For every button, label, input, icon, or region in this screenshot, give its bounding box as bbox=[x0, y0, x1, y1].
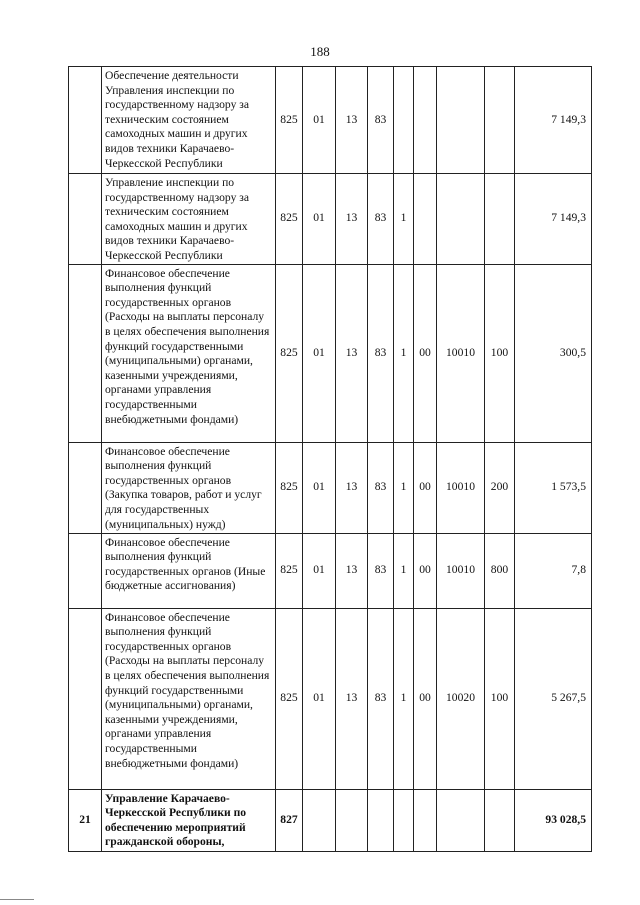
target-article-code-2 bbox=[394, 789, 414, 851]
target-article-code-4 bbox=[437, 174, 485, 265]
table-row bbox=[69, 264, 592, 442]
row-number bbox=[69, 264, 102, 442]
table-row bbox=[69, 442, 592, 533]
table-row bbox=[69, 533, 592, 608]
budget-table bbox=[68, 66, 592, 852]
target-article-code-1: 83 bbox=[368, 174, 394, 265]
target-article-code-1: 83 bbox=[368, 264, 394, 442]
table-row bbox=[69, 67, 592, 174]
amount: 93 028,5 bbox=[515, 789, 592, 851]
expense-type-code: 100 bbox=[485, 608, 515, 789]
target-article-code-1: 83 bbox=[368, 608, 394, 789]
section-code bbox=[303, 789, 336, 851]
amount: 7 149,3 bbox=[515, 174, 592, 265]
table-body bbox=[69, 67, 592, 852]
section-code: 01 bbox=[303, 174, 336, 265]
subsection-code: 13 bbox=[336, 264, 368, 442]
target-article-code-4 bbox=[437, 789, 485, 851]
expense-name: Управление инспекции по государственному надзору за техническим состоянием самоходных машин и других видов техники Карачаево-Черкесской Республики bbox=[102, 174, 276, 265]
expense-type-code: 200 bbox=[485, 442, 515, 533]
target-article-code-4: 10010 bbox=[437, 533, 485, 608]
target-article-code-4: 10010 bbox=[437, 264, 485, 442]
target-article-code-3: 00 bbox=[414, 533, 437, 608]
target-article-code-3: 00 bbox=[414, 608, 437, 789]
expense-type-code bbox=[485, 174, 515, 265]
target-article-code-1: 83 bbox=[368, 442, 394, 533]
table-row bbox=[69, 174, 592, 265]
expense-type-code: 100 bbox=[485, 264, 515, 442]
expense-name: Финансовое обеспечение выполнения функций государственных органов (Расходы на выплаты персоналу в целях обеспечения выполнения функций государственными (муниципальными) органами, казенными учреждениями, органами управления государственными внебюджетными фондами) bbox=[102, 264, 276, 442]
ministry-code: 825 bbox=[276, 174, 303, 265]
amount: 7 149,3 bbox=[515, 67, 592, 174]
expense-type-code bbox=[485, 789, 515, 851]
ministry-code: 825 bbox=[276, 67, 303, 174]
target-article-code-4 bbox=[437, 67, 485, 174]
expense-name: Финансовое обеспечение выполнения функций государственных органов (Расходы на выплаты персоналу в целях обеспечения выполнения функций государственными (муниципальными) органами, казенными учреждениями, органами управления государственными внебюджетными фондами) bbox=[102, 608, 276, 789]
target-article-code-3: 00 bbox=[414, 264, 437, 442]
subsection-code: 13 bbox=[336, 442, 368, 533]
target-article-code-3 bbox=[414, 174, 437, 265]
row-number: 21 bbox=[69, 789, 102, 851]
target-article-code-1: 83 bbox=[368, 67, 394, 174]
target-article-code-2: 1 bbox=[394, 608, 414, 789]
target-article-code-2: 1 bbox=[394, 174, 414, 265]
ministry-code: 825 bbox=[276, 442, 303, 533]
table-row bbox=[69, 789, 592, 851]
target-article-code-2: 1 bbox=[394, 442, 414, 533]
expense-name: Финансовое обеспечение выполнения функций государственных органов (Закупка товаров, работ и услуг для государственных (муниципальных) нужд) bbox=[102, 442, 276, 533]
subsection-code bbox=[336, 789, 368, 851]
ministry-code: 825 bbox=[276, 608, 303, 789]
ministry-code: 825 bbox=[276, 264, 303, 442]
section-code: 01 bbox=[303, 264, 336, 442]
subsection-code: 13 bbox=[336, 608, 368, 789]
target-article-code-3 bbox=[414, 67, 437, 174]
scan-artifact bbox=[0, 899, 34, 900]
row-number bbox=[69, 67, 102, 174]
target-article-code-1: 83 bbox=[368, 533, 394, 608]
target-article-code-2 bbox=[394, 67, 414, 174]
subsection-code: 13 bbox=[336, 67, 368, 174]
subsection-code: 13 bbox=[336, 174, 368, 265]
amount: 300,5 bbox=[515, 264, 592, 442]
expense-name: Финансовое обеспечение выполнения функций государственных органов (Иные бюджетные ассигнования) bbox=[102, 533, 276, 608]
subsection-code: 13 bbox=[336, 533, 368, 608]
section-code: 01 bbox=[303, 442, 336, 533]
section-code: 01 bbox=[303, 533, 336, 608]
target-article-code-1 bbox=[368, 789, 394, 851]
expense-name: Обеспечение деятельности Управления инспекции по государственному надзору за техническим состоянием самоходных машин и других видов техники Карачаево-Черкесской Республики bbox=[102, 67, 276, 174]
target-article-code-3: 00 bbox=[414, 442, 437, 533]
amount: 7,8 bbox=[515, 533, 592, 608]
row-number bbox=[69, 174, 102, 265]
amount: 1 573,5 bbox=[515, 442, 592, 533]
target-article-code-3 bbox=[414, 789, 437, 851]
row-number bbox=[69, 533, 102, 608]
target-article-code-2: 1 bbox=[394, 264, 414, 442]
page-number: 188 bbox=[310, 44, 330, 59]
target-article-code-4: 10010 bbox=[437, 442, 485, 533]
target-article-code-4: 10020 bbox=[437, 608, 485, 789]
ministry-code: 825 bbox=[276, 533, 303, 608]
table-row bbox=[69, 608, 592, 789]
row-number bbox=[69, 442, 102, 533]
expense-name: Управление Карачаево-Черкесской Республики по обеспечению мероприятий гражданской обороны, bbox=[102, 789, 276, 851]
target-article-code-2: 1 bbox=[394, 533, 414, 608]
section-code: 01 bbox=[303, 608, 336, 789]
expense-type-code: 800 bbox=[485, 533, 515, 608]
row-number bbox=[69, 608, 102, 789]
ministry-code: 827 bbox=[276, 789, 303, 851]
amount: 5 267,5 bbox=[515, 608, 592, 789]
expense-type-code bbox=[485, 67, 515, 174]
section-code: 01 bbox=[303, 67, 336, 174]
